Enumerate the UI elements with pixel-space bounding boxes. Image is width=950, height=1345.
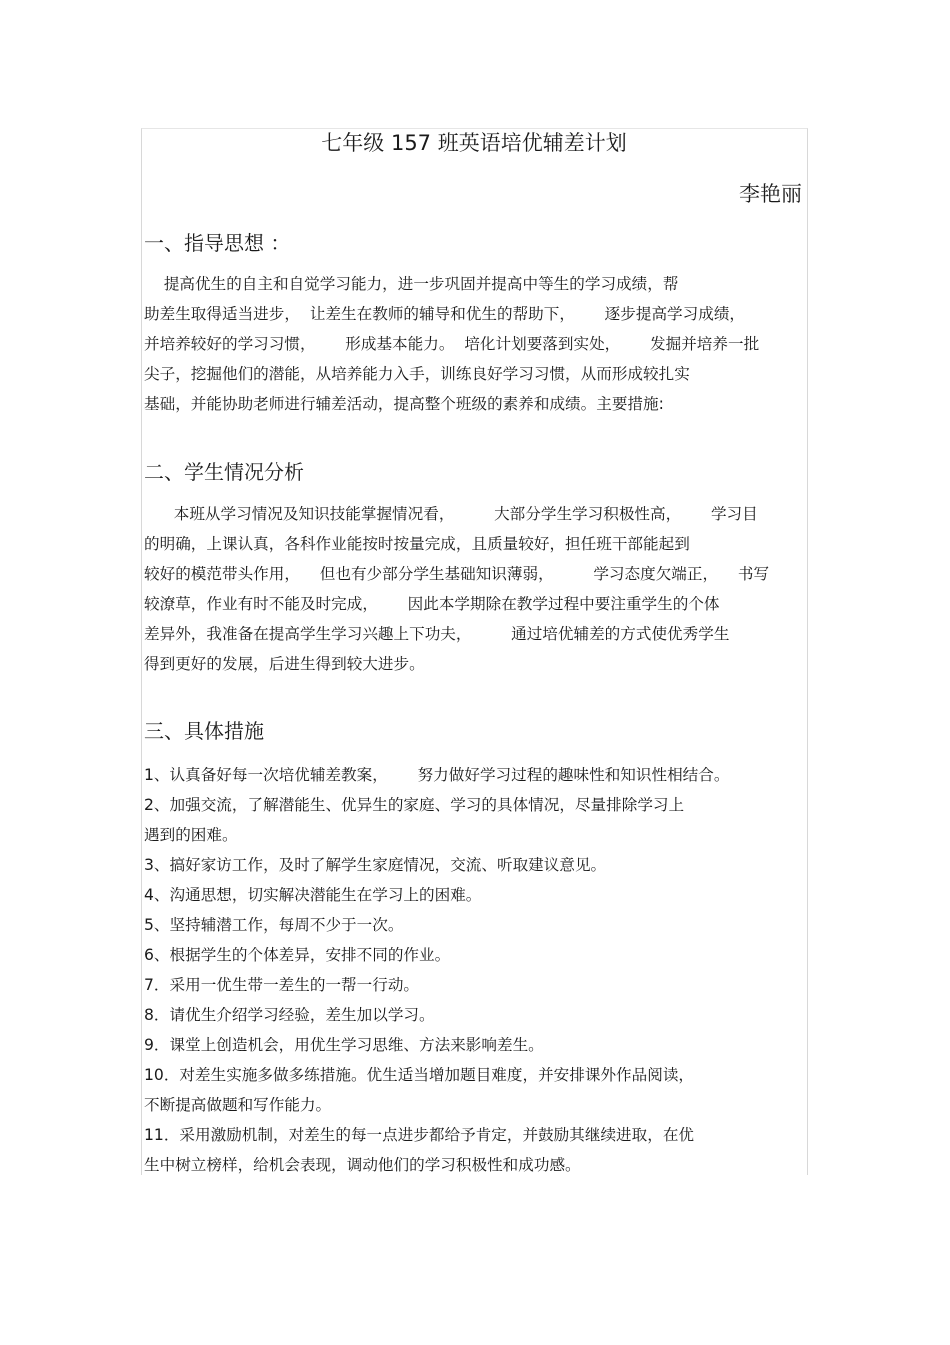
paragraph-line: 差异外，我准备在提高学生学习兴趣上下功夫， 通过培优辅差的方式使优秀学生 (144, 625, 730, 643)
measures-list (144, 760, 806, 1180)
paragraph-line: 助差生取得适当进步， 让差生在教师的辅导和优生的帮助下， 逐步提高学习成绩， (144, 305, 746, 323)
list-item: 4、沟通思想，切实解决潜能生在学习上的困难。 (144, 886, 482, 904)
section-paragraph-guiding-thought (144, 269, 806, 419)
document-title: 七年级 157 班英语培优辅差计划 (321, 131, 627, 155)
paragraph-line: 较好的模范带头作用， 但也有少部分学生基础知识薄弱， 学习态度欠端正， 书写 (144, 565, 770, 583)
list-item: 6、根据学生的个体差异，安排不同的作业。 (144, 946, 451, 964)
list-item: 5、坚持辅潜工作，每周不少于一次。 (144, 916, 404, 934)
list-item: 7．采用一优生带一差生的一帮一行动。 (144, 976, 420, 994)
list-item: 10．对差生实施多做多练措施。优生适当增加题目难度，并安排课外作品阅读， (144, 1066, 695, 1084)
list-item: 2、加强交流，了解潜能生、优异生的家庭、学习的具体情况，尽量排除学习上 (144, 796, 685, 814)
paragraph-line: 并培养较好的学习习惯， 形成基本能力。 培化计划要落到实处， 发掘并培养一批 (144, 335, 760, 353)
paragraph-line: 本班从学习情况及知识技能掌握情况看， 大部分学生学习积极性高， 学习目 (144, 505, 758, 523)
paragraph-line: 较潦草，作业有时不能及时完成， 因此本学期除在教学过程中要注重学生的个体 (144, 595, 720, 613)
list-item-continuation: 不断提高做题和写作能力。 (144, 1096, 332, 1114)
section-heading-measures: 三、具体措施 (144, 719, 264, 743)
paragraph-line: 的明确，上课认真，各科作业能按时按量完成，且质量较好，担任班干部能起到 (144, 535, 690, 553)
paragraph-line: 尖子，挖掘他们的潜能，从培养能力入手，训练良好学习习惯，从而形成较扎实 (144, 365, 690, 383)
list-item: 8．请优生介绍学习经验，差生加以学习。 (144, 1006, 435, 1024)
section-heading-guiding-thought: 一、指导思想 ： (144, 231, 291, 255)
list-item: 3、搞好家访工作，及时了解学生家庭情况，交流、听取建议意见。 (144, 856, 607, 874)
paragraph-line: 基础，并能协助老师进行辅差活动，提高整个班级的素养和成绩。主要措施: (144, 395, 664, 413)
paragraph-line: 提高优生的自主和自觉学习能力，进一步巩固并提高中等生的学习成绩，帮 (144, 275, 679, 293)
author-name: 李艳丽 (739, 182, 802, 206)
list-item: 9．课堂上创造机会，用优生学习思维、方法来影响差生。 (144, 1036, 544, 1054)
section-paragraph-student-analysis (144, 499, 806, 679)
section-heading-student-analysis: 二、学生情况分析 (144, 460, 304, 484)
paragraph-line: 得到更好的发展，后进生得到较大进步。 (144, 655, 425, 673)
list-item-continuation: 生中树立榜样，给机会表现，调动他们的学习积极性和成功感。 (144, 1156, 581, 1174)
list-item-continuation: 遇到的困难。 (144, 826, 238, 844)
list-item: 1、认真备好每一次培优辅差教案， 努力做好学习过程的趣味性和知识性相结合。 (144, 766, 730, 784)
list-item: 11．采用激励机制，对差生的每一点进步都给予肯定，并鼓励其继续进取，在优 (144, 1126, 695, 1144)
